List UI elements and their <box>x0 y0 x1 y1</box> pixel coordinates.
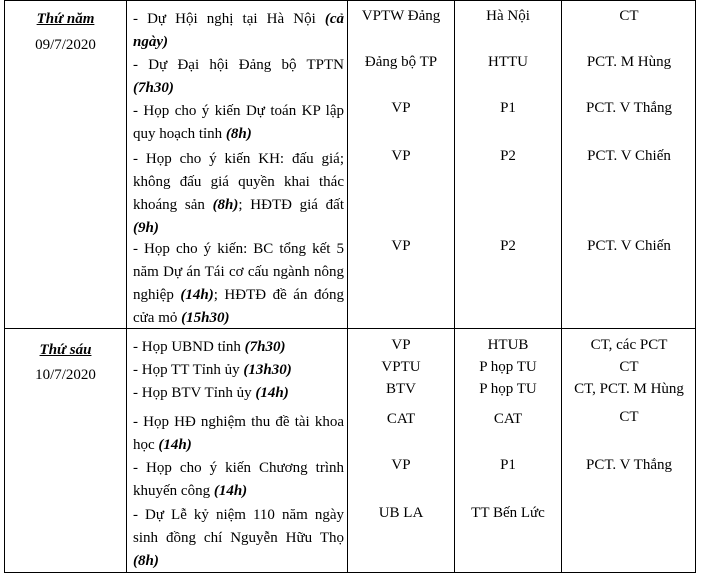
event-lead: CT <box>619 359 639 375</box>
event-lead: PCT. V Thắng <box>586 457 672 473</box>
event-place: HTUB <box>487 337 529 353</box>
event-lead: PCT. V Thắng <box>586 100 672 116</box>
event-item: - Họp HĐ nghiệm thu đề tài khoa học (14h) <box>133 414 344 453</box>
event-place: P họp TU <box>479 359 537 375</box>
day-label: Thứ sáu <box>39 342 92 358</box>
event-unit: VPTU <box>381 359 421 375</box>
event-unit: VPTW Đảng <box>361 8 441 24</box>
event-lead: PCT. M Hùng <box>586 54 672 70</box>
event-lead: CT, các PCT <box>590 337 668 353</box>
event-unit: VP <box>391 100 411 116</box>
event-place: CAT <box>493 411 523 427</box>
event-place: P1 <box>500 457 516 473</box>
event-unit: BTV <box>386 381 416 397</box>
event-item: - Họp cho ý kiến: BC tổng kết 5 năm Dự án Tái cơ cấu ngành nông nghiệp (14h); HĐTĐ đề án đóng cửa mỏ (15h30) <box>133 241 344 326</box>
event-place: TT Bến Lức <box>471 505 545 521</box>
event-item: - Họp cho ý kiến KH: đấu giá; không đấu giá quyền khai thác khoáng sản (8h); HĐTĐ giá đất (9h) <box>133 151 344 236</box>
day-date: 10/7/2020 <box>35 367 96 383</box>
event-item: - Họp cho ý kiến Dự toán KP lập quy hoạch tỉnh (8h) <box>133 103 344 142</box>
event-place: P họp TU <box>479 381 537 397</box>
schedule-row-friday <box>4 329 696 573</box>
event-unit: Đảng bộ TP <box>364 54 438 70</box>
event-place: P2 <box>500 238 516 254</box>
event-place: Hà Nội <box>486 8 530 24</box>
schedule-table <box>4 0 696 573</box>
event-unit: VP <box>391 238 411 254</box>
schedule-row-thursday <box>4 0 696 329</box>
event-unit: VP <box>391 337 411 353</box>
event-place: P1 <box>500 100 516 116</box>
event-unit: VP <box>391 457 411 473</box>
day-date: 09/7/2020 <box>35 37 96 53</box>
day-label: Thứ năm <box>36 11 95 27</box>
event-item: - Dự Lễ kỷ niệm 110 năm ngày sinh đồng chí Nguyễn Hữu Thọ (8h) <box>133 507 344 569</box>
event-item: - Họp cho ý kiến Chương trình khuyến công (14h) <box>133 460 344 499</box>
event-item: - Họp TT Tỉnh ủy (13h30) <box>133 362 292 378</box>
event-item: - Dự Hội nghị tại Hà Nội (cả ngày) <box>133 11 344 50</box>
event-unit: VP <box>391 148 411 164</box>
event-lead: PCT. V Chiến <box>587 238 671 254</box>
event-lead: PCT. V Chiến <box>587 148 671 164</box>
event-item: - Dự Đại hội Đảng bộ TPTN (7h30) <box>133 57 344 96</box>
event-place: P2 <box>500 148 516 164</box>
event-unit: CAT <box>386 411 416 427</box>
event-item: - Họp BTV Tỉnh ủy (14h) <box>133 385 289 401</box>
event-item: - Họp UBND tỉnh (7h30) <box>133 339 286 355</box>
event-lead: CT <box>619 8 639 24</box>
event-unit: UB LA <box>378 505 424 521</box>
event-place: HTTU <box>488 54 528 70</box>
event-lead: CT, PCT. M Hùng <box>574 381 684 397</box>
event-lead: CT <box>619 409 639 425</box>
